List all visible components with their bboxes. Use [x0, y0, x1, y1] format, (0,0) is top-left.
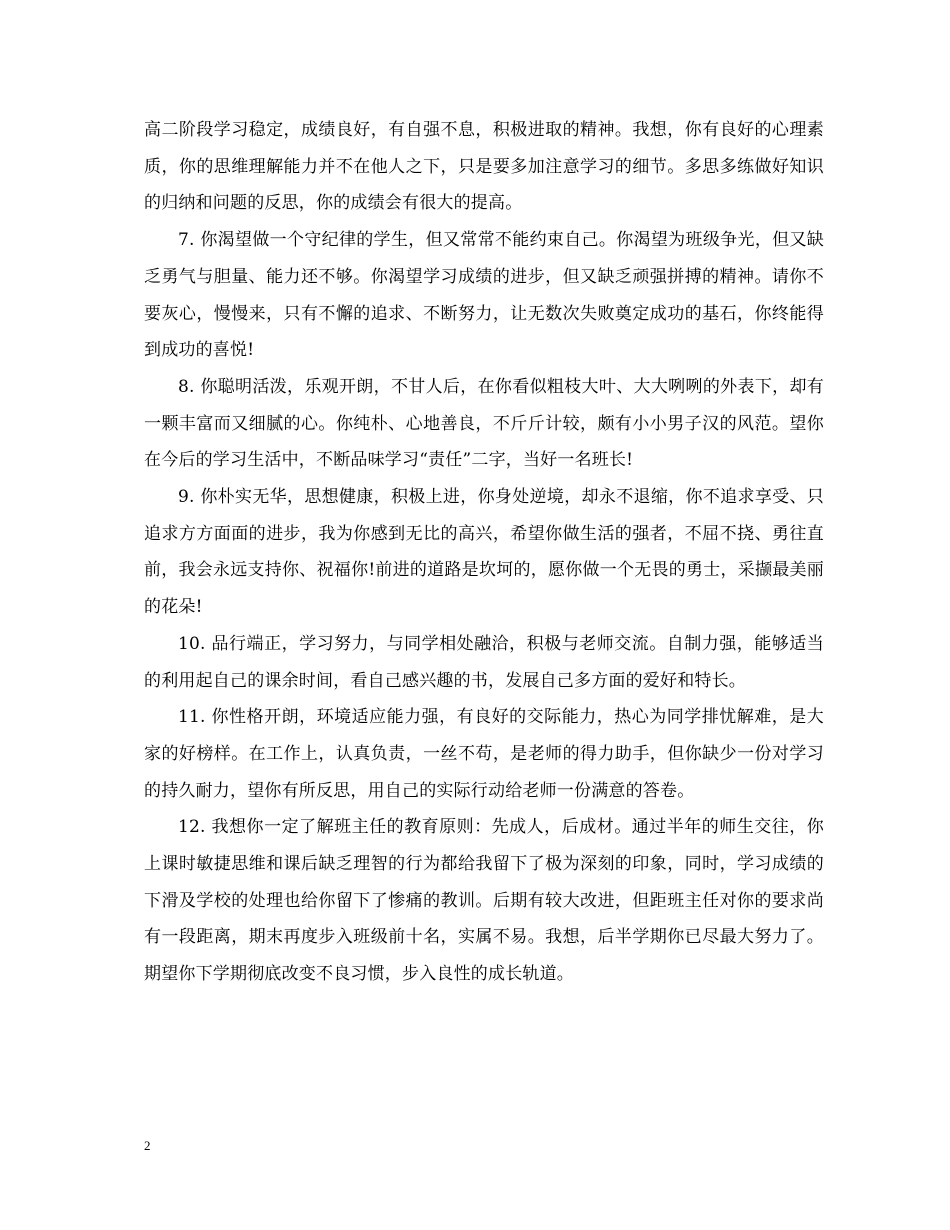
paragraph-continuation: 高二阶段学习稳定，成绩良好，有自强不息，积极进取的精神。我想，你有良好的心理素质，你的思维理解能力并不在他人之下，只是要多加注意学习的细节。多思多练做好知识的归纳和问题的反思，你的成绩会有很大的提高。 — [144, 120, 824, 214]
paragraph-item-11: 11. 你性格开朗，环境适应能力强，有良好的交际能力，热心为同学排忧解难，是大家的好榜样。在工作上，认真负责，一丝不苟，是老师的得力助手，但你缺少一份对学习的持久耐力，望你有所反思，用自己的实际行动给老师一份满意的答卷。 — [144, 707, 824, 801]
page-number: 2 — [144, 1138, 151, 1153]
paragraph-item-9: 9. 你朴实无华，思想健康，积极上进，你身处逆境，却永不退缩，你不追求享受、只追求方方面面的进步，我为你感到无比的高兴，希望你做生活的强者，不屈不挠、勇往直前，我会永远支持你、祝福你!前进的道路是坎坷的，愿你做一个无畏的勇士，采撷最美丽的花朵! — [144, 487, 824, 618]
paragraph-item-10: 10. 品行端正，学习努力，与同学相处融洽，积极与老师交流。自制力强，能够适当的利用起自己的课余时间，看自己感兴趣的书，发展自己多方面的爱好和特长。 — [144, 633, 824, 691]
paragraph-item-12: 12. 我想你一定了解班主任的教育原则：先成人，后成材。通过半年的师生交往，你上课时敏捷思维和课后缺乏理智的行为都给我留下了极为深刻的印象，同时，学习成绩的下滑及学校的处理也给你留下了惨痛的教训。后期有较大改进，但距班主任对你的要求尚有一段距离，期末再度步入班级前十名，实属不易。我想，后半学期你已尽最大努力了。期望你下学期彻底改变不良习惯，步入良性的成长轨道。 — [144, 817, 824, 985]
document-body — [144, 112, 824, 993]
paragraph-item-7: 7. 你渴望做一个守纪律的学生，但又常常不能约束自己。你渴望为班级争光，但又缺乏勇气与胆量、能力还不够。你渴望学习成绩的进步，但又缺乏顽强拼搏的精神。请你不要灰心，慢慢来，只有不懈的追求、不断努力，让无数次失败奠定成功的基石，你终能得到成功的喜悦! — [144, 230, 824, 361]
paragraph-item-8: 8. 你聪明活泼，乐观开朗，不甘人后，在你看似粗枝大叶、大大咧咧的外表下，却有一颗丰富而又细腻的心。你纯朴、心地善良，不斤斤计较，颇有小小男子汉的风范。望你在今后的学习生活中，不断品味学习“责任”二字，当好一名班长! — [144, 376, 824, 471]
